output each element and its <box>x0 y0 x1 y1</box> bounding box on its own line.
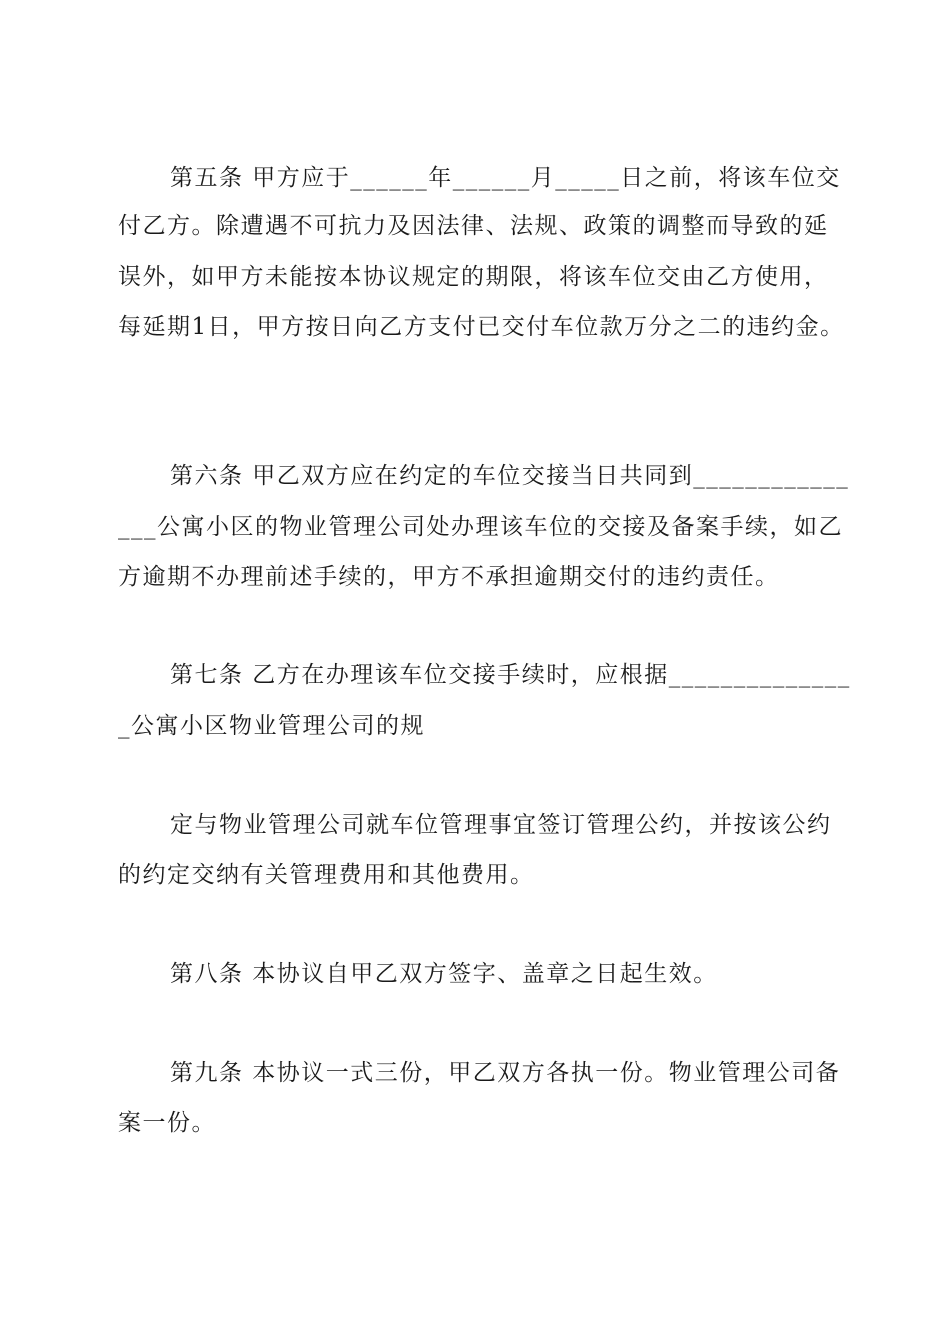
article-6-line-3: 方逾期不办理前述手续的，甲方不承担逾期交付的违约责任。 <box>118 564 780 590</box>
article-5-line-3: 误外，如甲方未能按本协议规定的期限，将该车位交由乙方使用， <box>118 264 829 290</box>
article-9-line-1: 第九条 本协议一式三份，甲乙双方各执一份。物业管理公司备 <box>170 1060 841 1086</box>
article-6-line-1: 第六条 甲乙双方应在约定的车位交接当日共同到____________ <box>170 463 850 489</box>
article-7-line-2: _公寓小区物业管理公司的规 <box>118 713 425 739</box>
article-5-line-4: 每延期1日，甲方按日向乙方支付已交付车位款万分之二的违约金。 <box>118 314 845 340</box>
article-8-line-1: 第八条 本协议自甲乙双方签字、盖章之日起生效。 <box>170 961 718 987</box>
article-5-line-2: 付乙方。除遭遇不可抗力及因法律、法规、政策的调整而导致的延 <box>118 213 829 239</box>
article-7-line-3: 定与物业管理公司就车位管理事宜签订管理公约，并按该公约 <box>170 812 832 838</box>
article-5-line-1: 第五条 甲方应于______年______月_____日之前，将该车位交 <box>170 165 841 191</box>
article-6-line-2: ___公寓小区的物业管理公司处办理该车位的交接及备案手续，如乙 <box>118 514 843 540</box>
article-7-line-1: 第七条 乙方在办理该车位交接手续时，应根据______________ <box>170 662 851 688</box>
article-7-line-4: 的约定交纳有关管理费用和其他费用。 <box>118 862 535 888</box>
article-9-line-2: 案一份。 <box>118 1110 216 1136</box>
